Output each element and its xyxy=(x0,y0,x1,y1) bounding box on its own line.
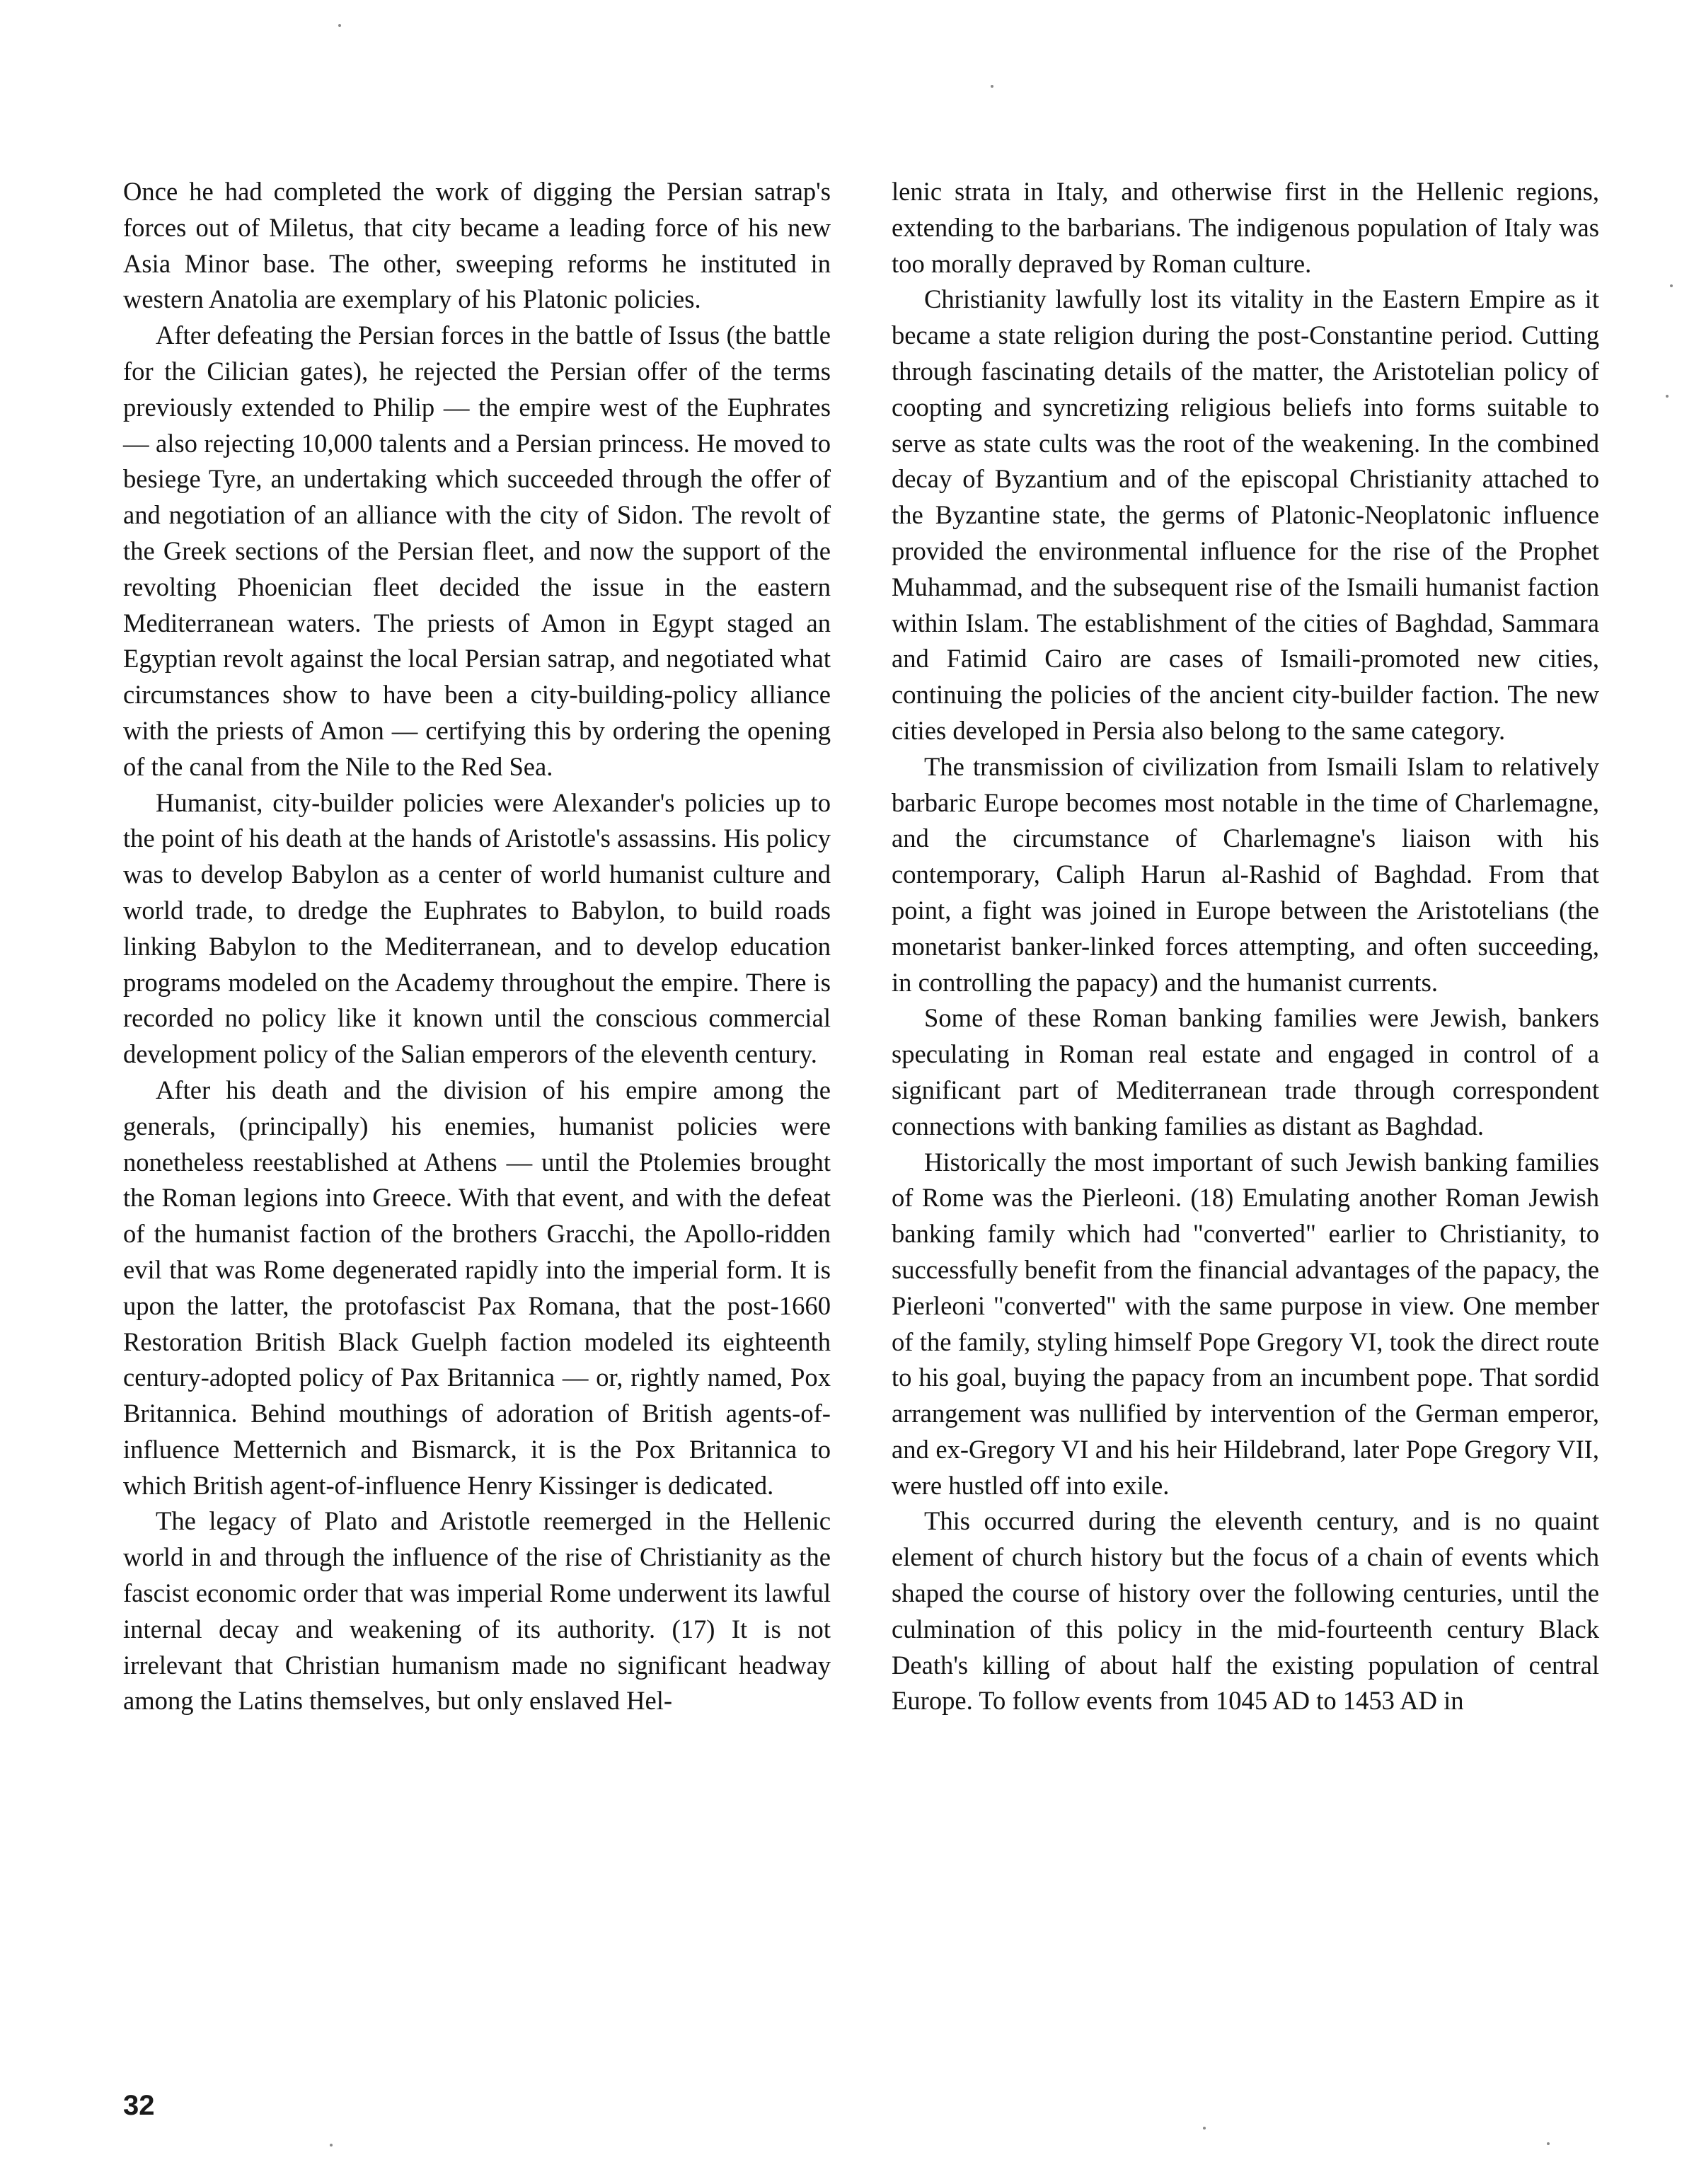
scan-speck xyxy=(991,85,993,88)
right-paragraph-1: lenic strata in Italy, and otherwise first in the Hellenic regions, extending to the barbarians. The indigenous population of Italy was too morally depraved by Roman culture. xyxy=(892,177,1599,278)
left-paragraph-2: After defeating the Persian forces in the battle of Issus (the battle for the Cilician gates), he rejected the Persian offer of the terms previously extended to Philip — the empire west of the Euphrates — also rejecting 10,000 talents and a Persian princess. He moved to besiege Tyre, an undertaking which succeeded through the offer of and negotiation of an alliance with the city of Sidon. The revolt of the Greek sections of the Persian fleet, and now the support of the revolting Phoenician fleet decided the issue in the eastern Mediterranean waters. The priests of Amon in Egypt staged an Egyptian revolt against the local Persian satrap, and negotiated what circumstances show to have been a city-building-policy alliance with the priests of Amon — certifying this by ordering the opening of the canal from the Nile to the Red Sea. xyxy=(123,320,831,781)
right-column xyxy=(892,174,1599,1719)
right-paragraph-6: This occurred during the eleventh century, and is no quaint element of church history but the focus of a chain of events which shaped the course of history over the following centuries, until the culmination of this policy in the mid-fourteenth century Black Death's killing of about half the existing population of central Europe. To follow events from 1045 AD to 1453 AD in xyxy=(892,1506,1599,1716)
scan-speck xyxy=(330,2144,333,2147)
left-column xyxy=(123,174,831,1719)
scan-speck xyxy=(1203,2127,1206,2130)
scan-speck xyxy=(1547,2142,1550,2145)
left-paragraph-3: Humanist, city-builder policies were Alexander's policies up to the point of his death at the hands of Aristotle's assassins. His policy was to develop Babylon as a center of world humanist culture and world trade, to dredge the Euphrates to Babylon, to build roads linking Babylon to the Mediterranean, and to develop education programs modeled on the Academy throughout the empire. There is recorded no policy like it known until the conscious commercial development policy of the Salian emperors of the eleventh century. xyxy=(123,787,831,1069)
scan-speck xyxy=(1666,395,1669,398)
scan-speck xyxy=(338,24,341,27)
left-paragraph-1: Once he had completed the work of digging the Persian satrap's forces out of Miletus, that city became a leading force of his new Asia Minor base. The other, sweeping reforms he instituted in western Anatolia are exemplary of his Platonic policies. xyxy=(123,177,831,314)
right-paragraph-5: Historically the most important of such Jewish banking families of Rome was the Pierleoni. (18) Emulating another Roman Jewish banking family which had "converted" earlier to Christianity, to successfully benefit from the financial advantages of the papacy, the Pierleoni "converted" with the same purpose in view. One member of the family, styling himself Pope Gregory VI, took the direct route to his goal, buying the papacy from an incumbent pope. That sordid arrangement was nullified by intervention of the German emperor, and ex-Gregory VI and his heir Hildebrand, later Pope Gregory VII, were hustled off into exile. xyxy=(892,1147,1599,1500)
right-paragraph-2: Christianity lawfully lost its vitality in the Eastern Empire as it became a state religion during the post-Constantine period. Cutting through fascinating details of the matter, the Aristotelian policy of coopting and syncretizing religious beliefs into forms suitable to serve as state cults was the root of the weakening. In the combined decay of Byzantium and of the episcopal Christianity attached to the Byzantine state, the germs of Platonic-Neoplatonic influence provided the environmental influence for the rise of the Prophet Muhammad, and the subsequent rise of the Ismaili humanist faction within Islam. The establishment of the cities of Baghdad, Sammara and Fatimid Cairo are cases of Ismaili-promoted new cities, continuing the policies of the ancient city-builder faction. The new cities developed in Persia also belong to the same category. xyxy=(892,284,1599,745)
left-paragraph-5: The legacy of Plato and Aristotle reemerged in the Hellenic world in and through the influence of the rise of Christianity as the fascist economic order that was imperial Rome underwent its lawful internal decay and weakening of its authority. (17) It is not irrelevant that Christian humanism made no significant headway among the Latins themselves, but only enslaved Hel- xyxy=(123,1506,831,1716)
left-paragraph-4: After his death and the division of his empire among the generals, (principally) his enemies, humanist policies were nonetheless reestablished at Athens — until the Ptolemies brought the Roman legions into Greece. With that event, and with the defeat of the humanist faction of the brothers Gracchi, the Apollo-ridden evil that was Rome degenerated rapidly into the imperial form. It is upon the latter, the protofascist Pax Romana, that the post-1660 Restoration British Black Guelph faction modeled its eighteenth century-adopted policy of Pax Britannica — or, rightly named, Pox Britannica. Behind mouthings of adoration of British agents-of-influence Metternich and Bismarck, it is the Pox Britannica to which British agent-of-influence Henry Kissinger is dedicated. xyxy=(123,1075,831,1500)
scan-speck xyxy=(1670,284,1673,287)
page-number: 32 xyxy=(123,2090,155,2121)
right-paragraph-3: The transmission of civilization from Ismaili Islam to relatively barbaric Europe becomes most notable in the time of Charlemagne, and the circumstance of Charlemagne's liaison with his contemporary, Caliph Harun al-Rashid of Baghdad. From that point, a fight was joined in Europe between the Aristotelians (the monetarist banker-linked forces attempting, and often succeeding, in controlling the papacy) and the humanist currents. xyxy=(892,751,1599,997)
right-paragraph-4: Some of these Roman banking families were Jewish, bankers speculating in Roman real estate and engaged in control of a significant part of Mediterranean trade through correspondent connections with banking families as distant as Baghdad. xyxy=(892,1003,1599,1140)
